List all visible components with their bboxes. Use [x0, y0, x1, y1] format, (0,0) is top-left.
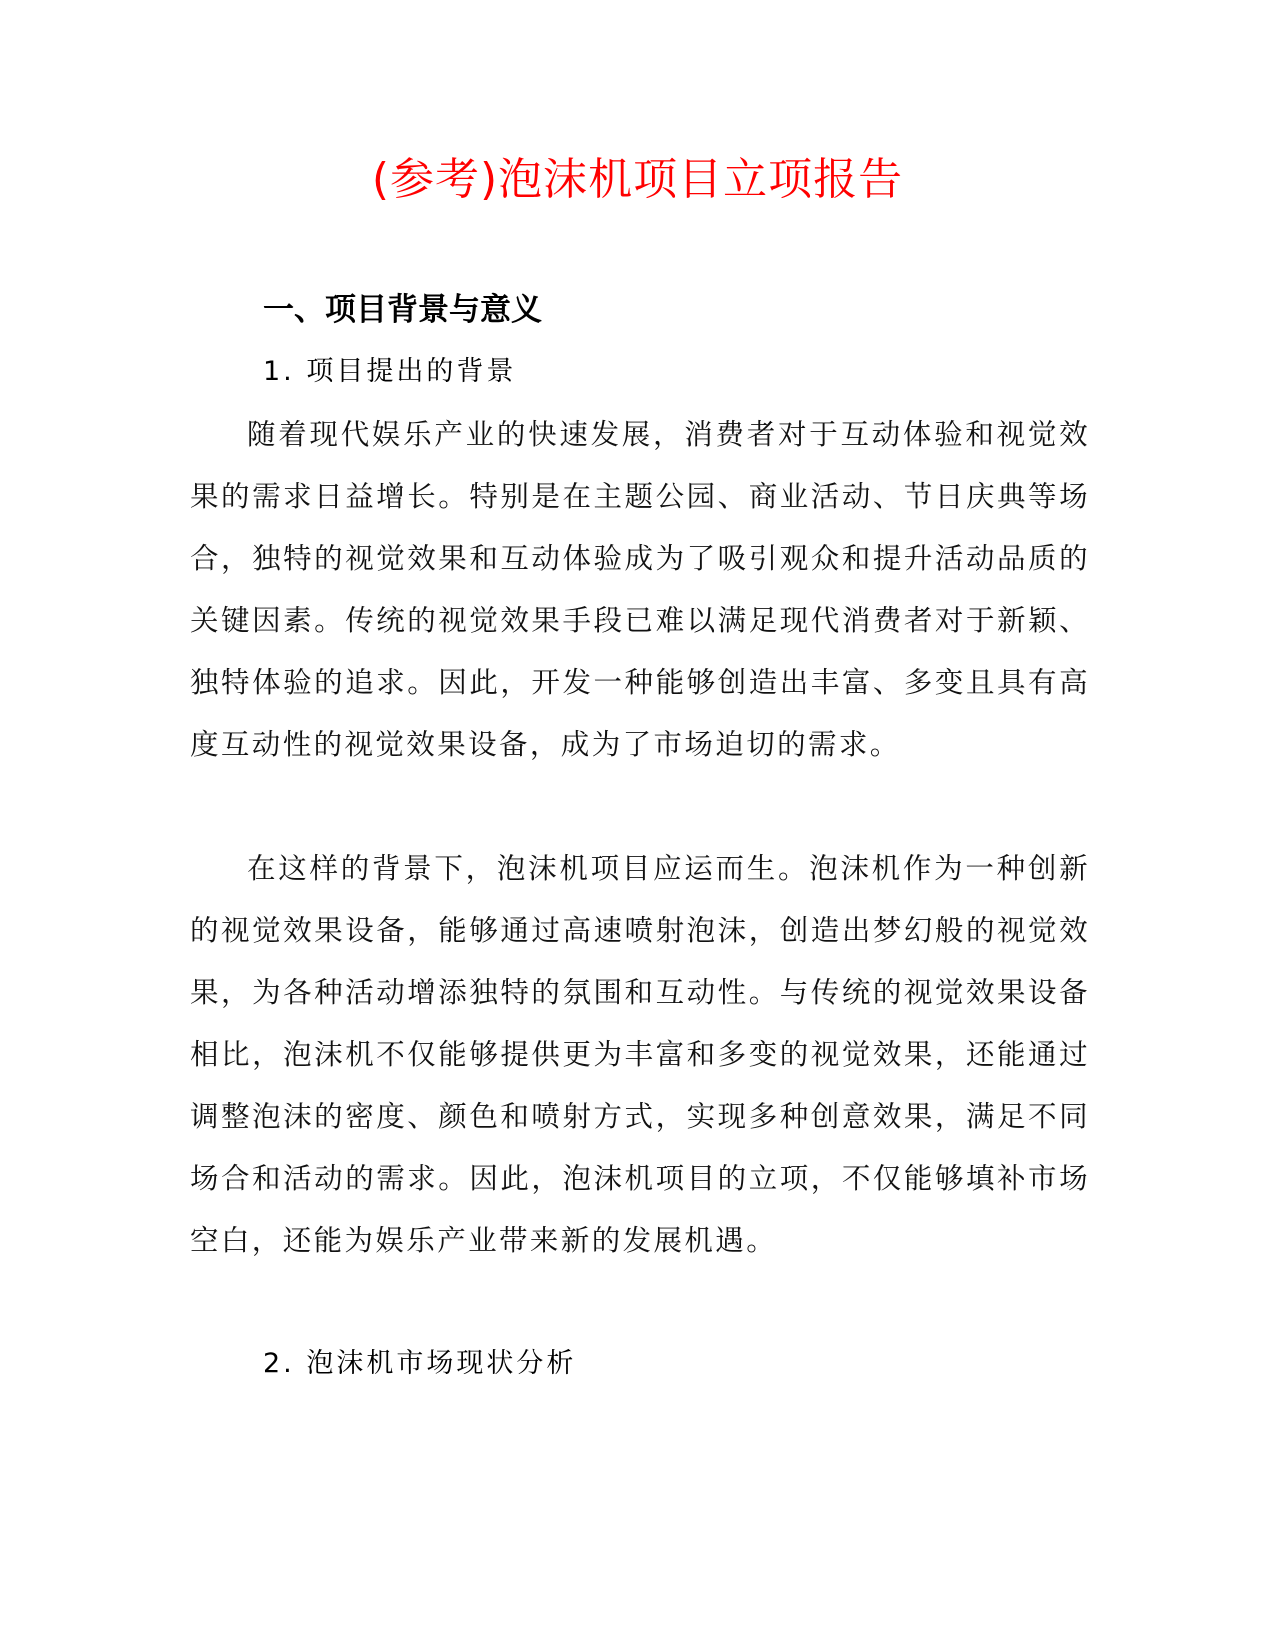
subsection-heading-market: 2. 泡沫机市场现状分析: [263, 1348, 577, 1379]
section-heading: 一、项目背景与意义: [263, 292, 542, 328]
subsection-heading-background: 1. 项目提出的背景: [263, 356, 517, 387]
paragraph-foam-machine: 在这样的背景下，泡沫机项目应运而生。泡沫机作为一种创新的视觉效果设备，能够通过高速喷射泡沫，创造出梦幻般的视觉效果，为各种活动增添独特的氛围和互动性。与传统的视觉效果设备相比，泡沫机不仅能够提供更为丰富和多变的视觉效果，还能通过调整泡沫的密度、颜色和喷射方式，实现多种创意效果，满足不同场合和活动的需求。因此，泡沫机项目的立项，不仅能够填补市场空白，还能为娱乐产业带来新的发展机遇。: [190, 852, 1090, 1257]
paragraph-background: 随着现代娱乐产业的快速发展，消费者对于互动体验和视觉效果的需求日益增长。特别是在主题公园、商业活动、节日庆典等场合，独特的视觉效果和互动体验成为了吸引观众和提升活动品质的关键因素。传统的视觉效果手段已难以满足现代消费者对于新颖、独特体验的追求。因此，开发一种能够创造出丰富、多变且具有高度互动性的视觉效果设备，成为了市场迫切的需求。: [190, 418, 1090, 761]
document-title: (参考)泡沫机项目立项报告: [371, 154, 904, 205]
